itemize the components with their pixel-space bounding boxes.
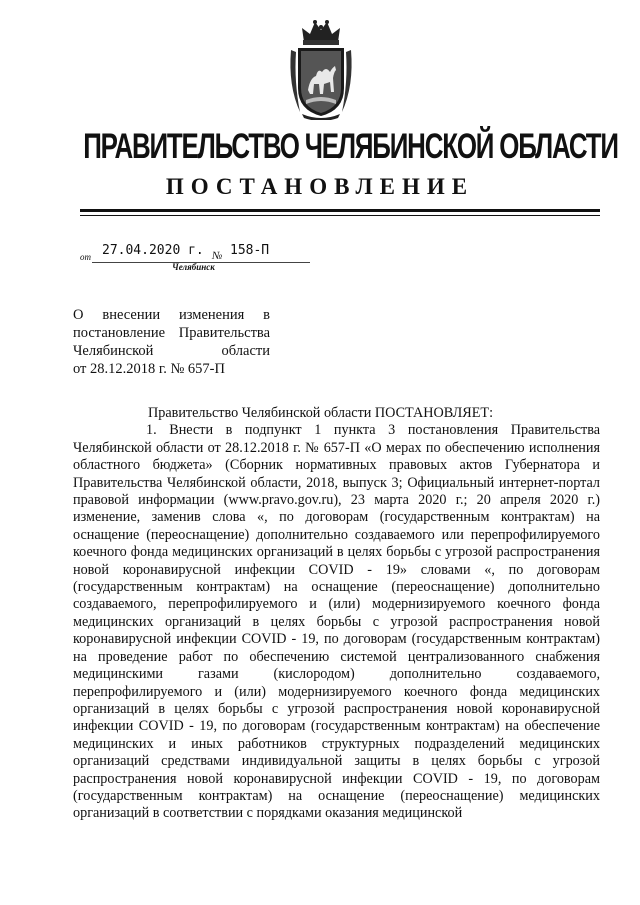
- number-label: №: [212, 250, 223, 262]
- document-number: 158-П: [230, 243, 270, 258]
- subject-line: постановление Правительства: [73, 325, 270, 341]
- city-label: Челябинск: [172, 262, 215, 272]
- header-rule-thin: [80, 215, 600, 216]
- document-subject: [73, 306, 270, 378]
- subject-line: от 28.12.2018 г. № 657-П: [73, 361, 225, 377]
- coat-of-arms-emblem: [288, 16, 354, 120]
- subject-line: О внесении изменения в: [73, 307, 270, 323]
- header-rule-thick: [80, 209, 600, 212]
- document-body: [73, 405, 600, 823]
- body-paragraph: 1. Внести в подпункт 1 пункта 3 постановления Правительства Челябинской области от 28.12.2018 г. № 657-П «О мерах по обеспечению исполнения областного бюджета» (Сборник нормативных правовых актов Губернатора и Правительства Челябинской области, 2018, выпуск 3; Официальный интернет-портал правовой информации (www.pravo.gov.ru), 23 марта 2020 г.; 20 апреля 2020 г.) изменение, заменив слова «, по договорам (государственным контрактам) на оснащение (переоснащение) дополнительно создаваемого или перепрофилируемого коечного фонда медицинских организаций в целях борьбы с угрозой распространения новой коронавирусной инфекции COVID - 19» словами «, по договорам (государственным контрактам) на оснащение (переоснащение) дополнительно создаваемого, перепрофилируемого и (или) модернизируемого коечного фонда медицинских организаций в целях борьбы с угрозой распространения новой коронавирусной инфекции COVID - 19, по договорам (государственным контрактам) на проведение работ по обеспечению системой централизованного снабжения медицинскими газами (кислородом) дополнительно создаваемого, перепрофилируемого и (или) модернизируемого коечного фонда медицинских организаций в целях борьбы с угрозой распространения новой коронавирусной инфекции COVID - 19, по договорам (государственным контрактам) на обеспечение медицинских и иных работников структурных подразделений медицинских организаций средствами индивидуальной защиты в целях борьбы с угрозой распространения новой коронавирусной инфекции COVID - 19, по договорам (государственным контрактам) на оснащение (переоснащение) медицинских организаций в соответствии с порядками оказания медицинской: [73, 422, 600, 822]
- government-title: ПРАВИТЕЛЬСТВО ЧЕЛЯБИНСКОЙ ОБЛАСТИ: [83, 127, 618, 166]
- document-type-heading: ПОСТАНОВЛЕНИЕ: [165, 174, 475, 199]
- subject-line: Челябинской области: [73, 343, 270, 359]
- document-date: 27.04.2020 г.: [102, 243, 204, 258]
- from-label: от: [80, 252, 91, 262]
- body-preamble: Правительство Челябинской области ПОСТАНОВЛЯЕТ:: [148, 405, 494, 421]
